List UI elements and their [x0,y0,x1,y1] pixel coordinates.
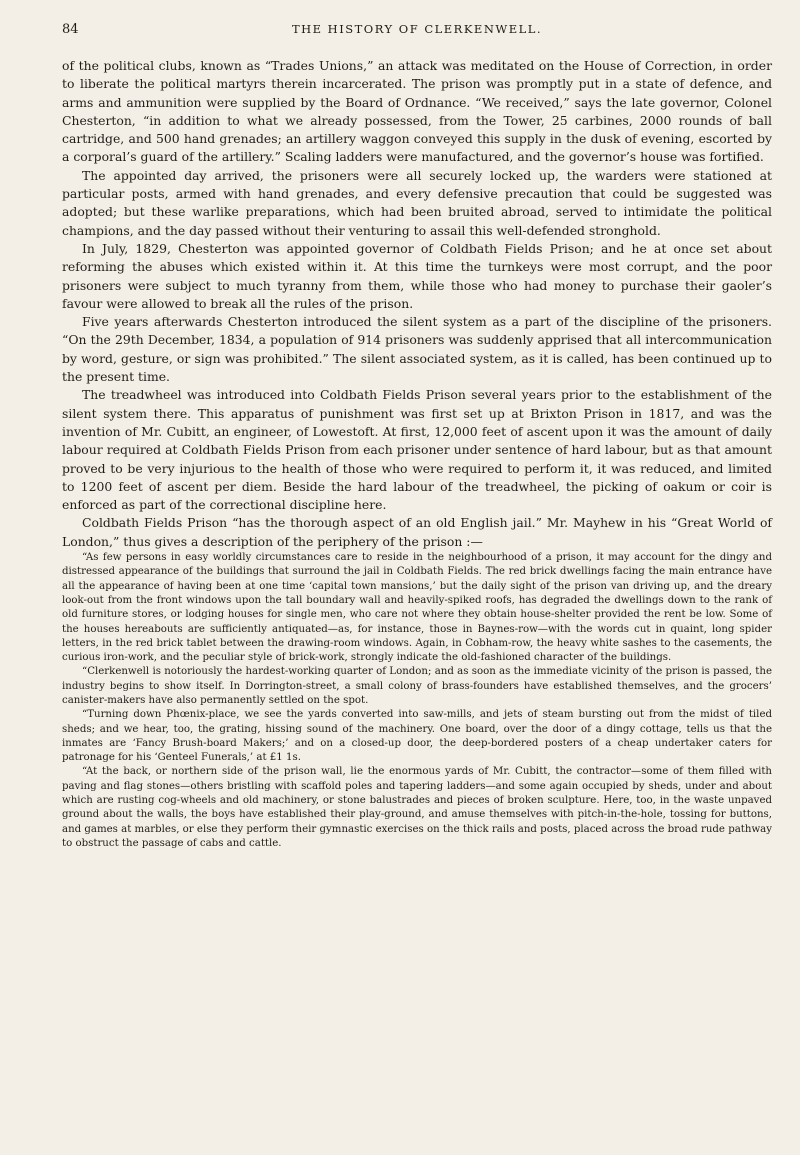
body-paragraph: The treadwheel was introduced into Coldbath Fields Prison several years prior to the establishment of the silent system there. This apparatus of punishment was first set up at Brixton Prison in 1817, and was the invention of Mr. Cubitt, an engineer, of Lowestoft. At first, 12,000 feet of ascent upon it was the amount of daily labour required at Coldbath Fields Prison from each prisoner under sentence of hard labour, but as that amount proved to be very injurious to the health of those who were required to perform it, it was reduced, and limited to 1200 feet of ascent per diem. Beside the hard labour of the treadwheel, the picking of oakum or coir is enforced as part of the correctional discipline here. [62,387,772,513]
running-head [62,22,772,50]
page-number: 84 [62,22,79,37]
body-paragraph: The appointed day arrived, the prisoners were all securely locked up, the warders were stationed at particular posts, armed with hand grenades, and every defensive precaution that could be suggested was adopted; but these warlike preparations, which had been bruited abroad, served to intimidate the political champions, and the day passed without their venturing to assail this well-defended stronghold. [62,167,772,238]
body-paragraph: Coldbath Fields Prison “has the thorough aspect of an old English jail.” Mr. Mayhew in his “Great World of London,” thus gives a description of the periphery of the prison :— [62,515,772,549]
quoted-paragraph: “Clerkenwell is notoriously the hardest-working quarter of London; and as soon as the immediate vicinity of the prison is passed, the industry begins to show itself. In Dorrington-street, a small colony of brass-founders have established themselves, and the grocers’ canister-makers have also permanently settled on the spot. [62,666,772,706]
body-paragraph: Five years afterwards Chesterton introduced the silent system as a part of the discipline of the prisoners. “On the 29th December, 1834, a population of 914 prisoners was suddenly apprised that all intercommunication by word, gesture, or sign was prohibited.” The silent associated system, as it is called, has been continued up to the present time. [62,314,772,385]
body-paragraph: In July, 1829, Chesterton was appointed governor of Coldbath Fields Prison; and he at once set about reforming the abuses which existed within it. At this time the turnkeys were most corrupt, and the poor prisoners were subject to much tyranny from them, while those who had money to purchase their gaoler’s favour were allowed to break all the rules of the prison. [62,240,772,311]
body-paragraph: of the political clubs, known as “Trades Unions,” an attack was meditated on the House of Correction, in order to liberate the political martyrs therein incarcerated. The prison was promptly put in a state of defence, and arms and ammunition were supplied by the Board of Ordnance. “We received,” says the late governor, Colonel Chesterton, “in addition to what we already possessed, from the Tower, 25 carbines, 2000 rounds of ball cartridge, and 500 hand grenades; an artillery waggon conveyed this supply in the dusk of evening, escorted by a corporal’s guard of the artillery.” Scaling ladders were manufactured, and the governor’s house was fortified. [62,58,772,165]
running-title: THE HISTORY OF CLERKENWELL. [291,22,543,36]
quoted-paragraph: “At the back, or northern side of the prison wall, lie the enormous yards of Mr. Cubitt, the contractor—some of them filled with paving and flag stones—others bristling with scaffold poles and tapering ladders—and some again occupied by sheds, under and about which are rusting cog-wheels and old machinery, or stone balustrades and pieces of broken sculpture. Here, too, in the waste unpaved ground about the walls, the boys have established their play-ground, and amuse themselves with pitch-in-the-hole, tossing for buttons, and games at marbles, or else they perform their gymnastic exercises on the thick rails and posts, placed across the broad rude pathway to obstruct the passage of cabs and cattle. [62,766,772,849]
quoted-paragraph: “Turning down Phœnix-place, we see the yards converted into saw-mills, and jets of steam bursting out from the midst of tiled sheds; and we hear, too, the grating, hissing sound of the machinery. One board, over the door of a dingy cottage, tells us that the inmates are ‘Fancy Brush-board Makers;’ and on a closed-up door, the deep-bordered posters of a cheap undertaker caters for patronage for his ‘Genteel Funerals,’ at £1 1s. [62,709,772,764]
quoted-paragraph: “As few persons in easy worldly circumstances care to reside in the neighbourhood of a prison, it may account for the dingy and distressed appearance of the buildings that surround the jail in Coldbath Fields. The red brick dwellings facing the main entrance have all the appearance of having been at one time ‘capital town mansions,’ but the daily sight of the prison van driving up, and the dreary look-out from the front windows upon the tall boundary wall and heavily-spiked roofs, has degraded the dwellings down to the rank of old furniture stores, or lodging houses for single men, who care not where they obtain house-shelter provided the rent be low. Some of the houses hereabouts are sufficiently antiquated—as, for instance, those in Baynes-row—with the words cut in quaint, long spider letters, in the red brick tablet between the drawing-room windows. Again, in Cobham-row, the heavy white sashes to the casements, the curious iron-work, and the peculiar style of brick-work, strongly indicate the old-fashioned character of the buildings. [62,552,772,664]
